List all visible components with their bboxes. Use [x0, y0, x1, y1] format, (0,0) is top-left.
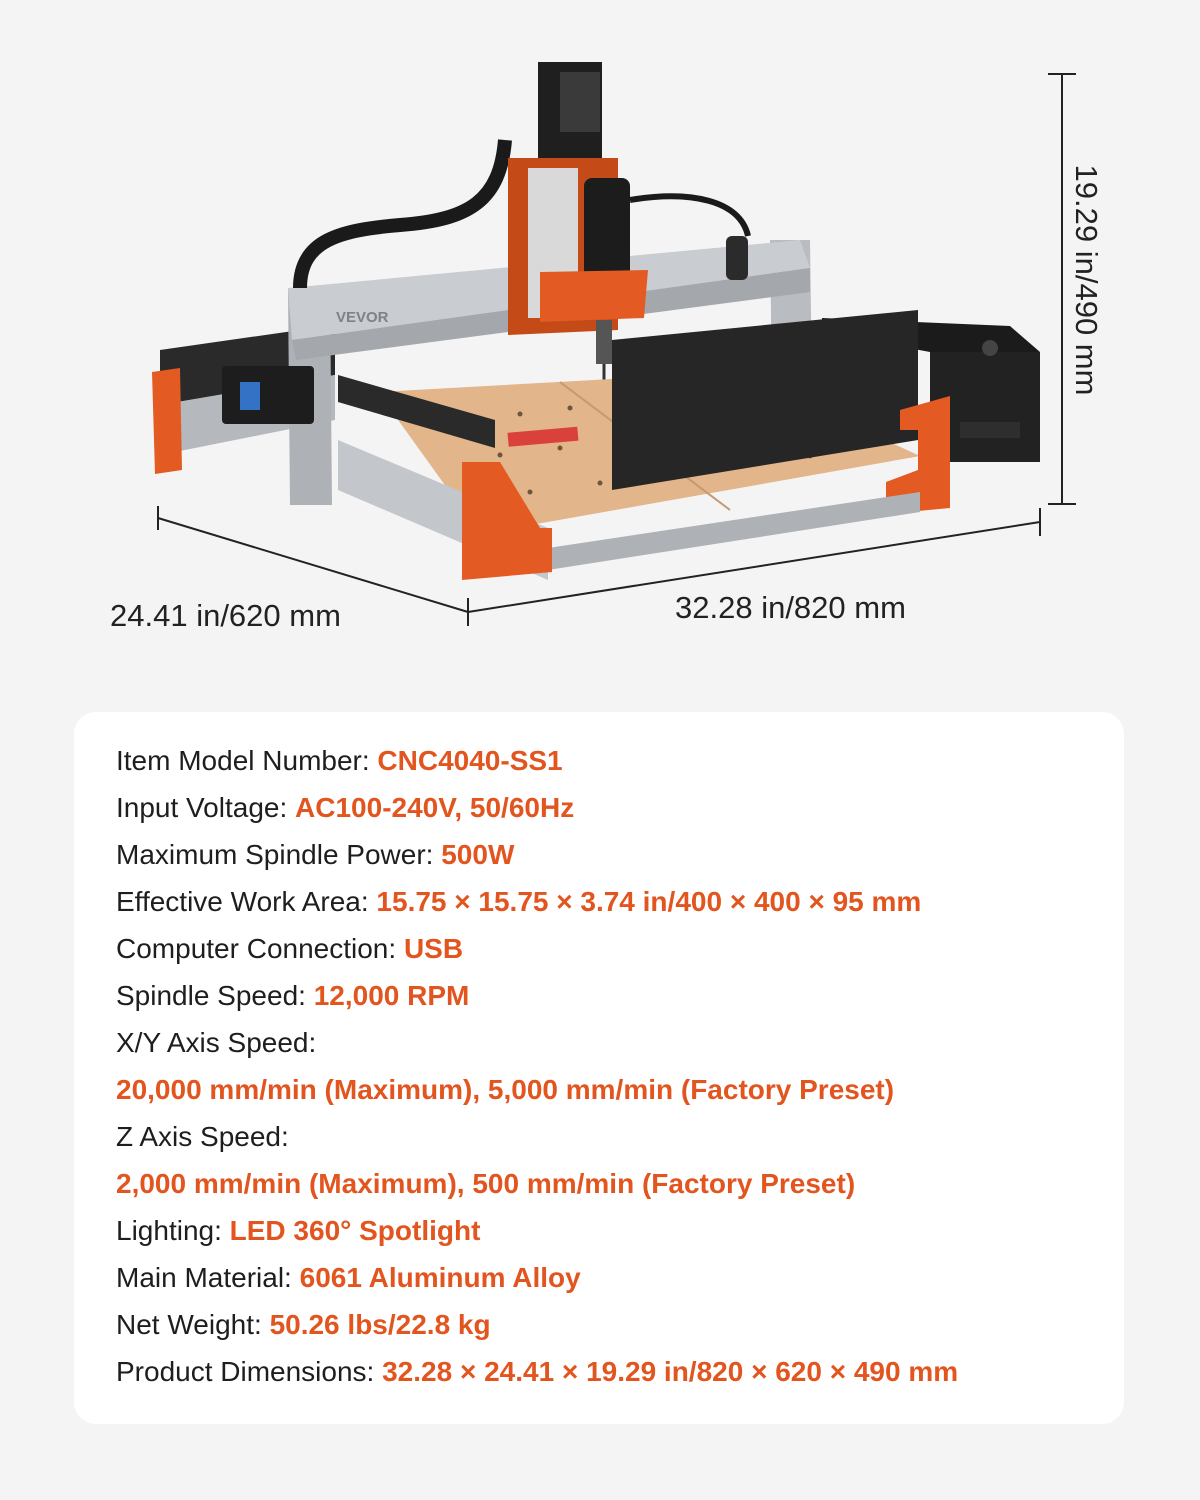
spec-label: Main Material: [116, 1262, 300, 1293]
spec-line [116, 791, 574, 825]
specifications-card [74, 712, 1124, 1424]
spec-line [116, 1355, 958, 1389]
spec-label: X/Y Axis Speed: [116, 1027, 317, 1058]
width-dimension-label: 32.28 in/820 mm [675, 590, 906, 625]
spec-line [116, 1073, 894, 1107]
spec-label: Net Weight: [116, 1309, 270, 1340]
spec-line [116, 838, 514, 872]
spec-line [116, 1167, 855, 1201]
spec-line [116, 1120, 289, 1154]
spec-line [116, 1308, 491, 1342]
spec-value: 20,000 mm/min (Maximum), 5,000 mm/min (Factory Preset) [116, 1074, 895, 1105]
spec-value: 6061 Aluminum Alloy [299, 1262, 581, 1293]
spec-label: Spindle Speed: [116, 980, 314, 1011]
spec-line [116, 885, 921, 919]
height-dimension-label: 19.29 in/490 mm [1069, 164, 1104, 396]
product-illustration [0, 0, 1200, 700]
spec-value: CNC4040-SS1 [377, 745, 563, 776]
cnc-machine-image [0, 0, 1200, 700]
spec-label: Item Model Number: [116, 745, 378, 776]
spec-line [116, 1261, 581, 1295]
depth-dimension-label: 24.41 in/620 mm [110, 598, 341, 633]
spec-label: Product Dimensions: [116, 1356, 383, 1387]
spec-value: LED 360° Spotlight [229, 1215, 481, 1246]
spec-line [116, 744, 563, 778]
spec-line [116, 1026, 316, 1060]
spec-value: 12,000 RPM [313, 980, 470, 1011]
spec-value: 500W [441, 839, 515, 870]
spec-label: Effective Work Area: [116, 886, 377, 917]
spec-label: Computer Connection: [116, 933, 404, 964]
spec-value: 32.28 × 24.41 × 19.29 in/820 × 620 × 490 mm [382, 1356, 959, 1387]
spec-line [116, 979, 469, 1013]
spec-label: Lighting: [116, 1215, 230, 1246]
spec-line [116, 932, 463, 966]
cable-chain [300, 140, 505, 288]
spec-label: Input Voltage: [116, 792, 296, 823]
brand-logo: VEVOR [336, 309, 389, 326]
spec-line [116, 1214, 480, 1248]
spec-value: 15.75 × 15.75 × 3.74 in/400 × 400 × 95 mm [376, 886, 922, 917]
spec-label: Maximum Spindle Power: [116, 839, 442, 870]
spec-value: 2,000 mm/min (Maximum), 500 mm/min (Factory Preset) [116, 1168, 856, 1199]
spec-value: AC100-240V, 50/60Hz [295, 792, 575, 823]
spec-value: 50.26 lbs/22.8 kg [269, 1309, 491, 1340]
spec-value: USB [403, 933, 464, 964]
spec-label: Z Axis Speed: [116, 1121, 289, 1152]
